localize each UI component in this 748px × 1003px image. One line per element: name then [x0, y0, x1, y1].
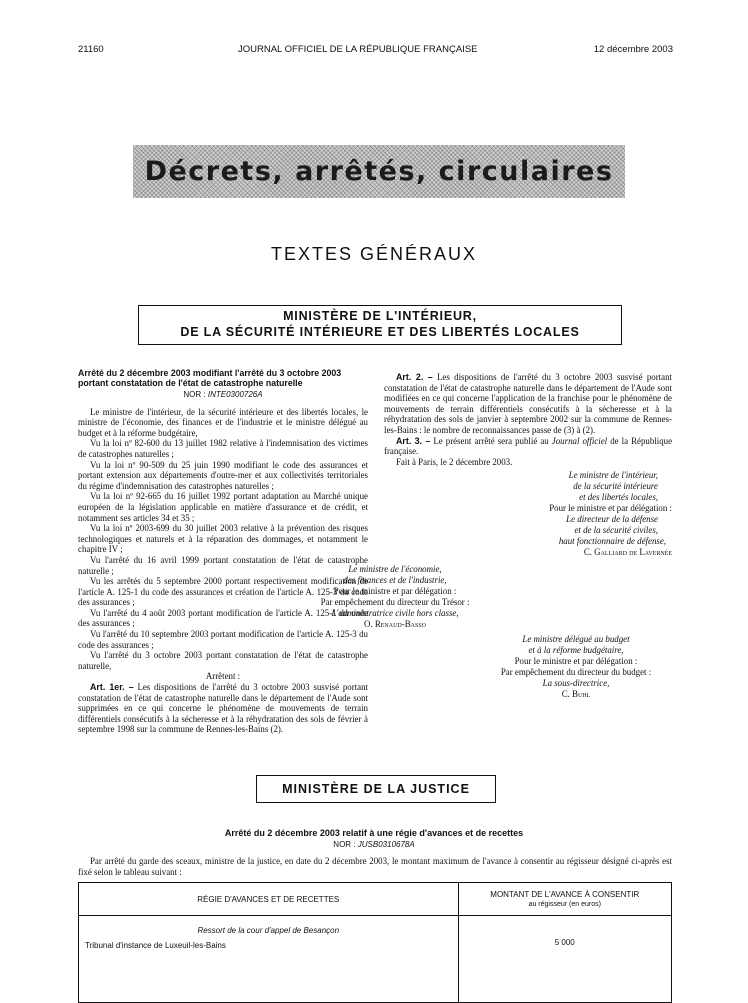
article-3 — [384, 436, 672, 457]
sig-line: de la sécurité intérieure — [573, 481, 658, 492]
banner-title: Décrets, arrêtés, circulaires — [144, 156, 614, 187]
table-row — [79, 916, 672, 1003]
nor-label: NOR : — [333, 840, 356, 849]
sig-line: Le directeur de la défense — [566, 514, 658, 525]
preamble-paragraph: Le ministre de l'intérieur, de la sécurité intérieure et des libertés locales, le ministre de l'économie, des finances et de l'industrie et le ministre délégué au budget et à la réforme budgétaire, — [78, 406, 368, 438]
sig-line: Le ministre délégué au budget — [522, 634, 630, 645]
sig-line: Le ministre de l'intérieur, — [568, 470, 658, 481]
vu-paragraph: Vu la loi nº 90-509 du 25 juin 1990 modifiant le code des assurances et portant extension aux départements d'outre-mer et aux collectivités territoriales du régime d'indemnisation des catastrophes naturelles ; — [78, 459, 368, 491]
article-1-label: Art. 1er. – — [90, 682, 134, 693]
vu-paragraph: Vu l'arrêté du 10 septembre 2003 portant modification de l'article A. 125-3 du code des assurances ; — [78, 629, 368, 650]
column-header-regie: RÉGIE D'AVANCES ET DE RECETTES — [79, 883, 459, 916]
sig-line: Pour le ministre et par délégation : — [333, 586, 457, 597]
ministry-interior-line1: MINISTÈRE DE L'INTÉRIEUR, — [283, 309, 477, 323]
article-3-label: Art. 3. – — [396, 435, 431, 446]
nor-label: NOR : — [183, 390, 206, 399]
article-2 — [384, 372, 672, 436]
arrete2-intro: Par arrêté du garde des sceaux, ministre de la justice, en date du 2 décembre 2003, le montant maximum de l'avance à consentir au régisseur désigné ci-après est fixé selon le tableau suivant : — [78, 856, 672, 877]
article-2-text: Les dispositions de l'arrêté du 3 octobre 2003 susvisé portant constatation de l'état de catastrophe naturelle dans le département de l'Aude sont modifiées en ce qui concerne l'application de la franchise pour le phénomène de mouvements de terrain différentiels consécutifs à la sécheresse et à la réhydratation des sols de janvier à septembre 2002 sur la commune de Rennes-les-Bains : le nombre de reconnaissances passe de (3) à (2). — [384, 372, 672, 435]
sig-line: Par empêchement du directeur du budget : — [500, 667, 652, 678]
nor-code: JUSB0310678A — [357, 840, 415, 849]
signatory-name: C. Buhl — [561, 689, 591, 700]
regie-table — [78, 882, 672, 1003]
sig-line: Le ministre de l'économie, — [348, 564, 442, 575]
signatory-name: C. Galliard de Lavernée — [583, 547, 672, 558]
journal-officiel-ref: Journal officiel — [551, 435, 608, 446]
sig-line: haut fonctionnaire de défense, — [558, 536, 666, 547]
fait-a-paris: Fait à Paris, le 2 décembre 2003. — [396, 456, 513, 467]
ministry-interior-box — [138, 305, 622, 345]
sig-line: et de la sécurité civiles, — [574, 525, 658, 536]
ministry-interior-line2: DE LA SÉCURITÉ INTÉRIEURE ET DES LIBERTÉS LOCALES — [180, 325, 580, 339]
journal-title: JOURNAL OFFICIEL DE LA RÉPUBLIQUE FRANÇAISE — [238, 44, 478, 55]
vu-paragraph: Vu la loi nº 2003-699 du 30 juillet 2003 relative à la prévention des risques technologiques et naturels et à la réparation des dommages, et notamment le chapitre IV ; — [78, 523, 368, 555]
vu-paragraph: Vu l'arrêté du 16 avril 1999 portant constatation de l'état de catastrophe naturelle ; — [78, 554, 368, 576]
vu-paragraph: Vu la loi nº 92-665 du 16 juillet 1992 portant adaptation au Marché unique européen de la législation applicable en matière d'assurance et de crédit, et notamment ses articles 34 et 35 ; — [78, 491, 368, 523]
signature-interior — [384, 470, 672, 558]
arretent: Arrêtent : — [205, 671, 241, 682]
article-1-text: Les dispositions de l'arrêté du 3 octobre 2003 susvisé portant constatation de l'état de catastrophe naturelle dans le département de l'Aude sont supprimées en ce qui concerne le phénomène de mouvements de terrain différentiels consécutifs à la sécheresse et à la réhydratation des sols de février à septembre 1998 sur la commune de Rennes-les-Bains (2). — [78, 682, 368, 735]
nor-code: INTE0300726A — [207, 390, 263, 399]
signature-economy — [300, 564, 490, 630]
sig-line: et à la réforme budgétaire, — [528, 645, 624, 656]
sig-line: Pour le ministre et par délégation : — [549, 503, 672, 514]
vu-paragraph: Vu l'arrêté du 3 octobre 2003 portant constatation de l'état de catastrophe naturelle, — [78, 650, 368, 671]
issue-date: 12 décembre 2003 — [593, 44, 673, 55]
right-column — [320, 372, 673, 700]
sig-line: des finances et de l'industrie, — [343, 575, 447, 586]
column-header-montant-line2: au régisseur (en euros) — [528, 901, 601, 908]
vu-paragraph: Vu l'arrêté du 4 août 2003 portant modification de l'article A. 125-1 du code des assurances ; — [78, 607, 368, 629]
table-header-row — [79, 883, 672, 916]
amount-cell: 5 000 — [458, 916, 671, 1003]
sig-line: et des libertés locales, — [579, 492, 658, 503]
signature-budget — [480, 634, 672, 700]
arrete2-nor — [0, 840, 748, 849]
sig-line: Par empêchement du directeur du Trésor : — [320, 597, 470, 608]
section-banner — [133, 145, 625, 198]
column-header-montant-line1: MONTANT DE L'AVANCE À CONSENTIR — [490, 890, 640, 899]
article-3-text: Le présent arrêté sera publié au — [433, 435, 549, 446]
sig-line: Pour le ministre et par délégation : — [514, 656, 638, 667]
vu-paragraph: Vu les arrêtés du 5 septembre 2000 portant respectivement modification de l'article A. 125-1 du code des assurances et création de l'article A. 125-3 du code des assurances ; — [78, 576, 368, 608]
ministry-justice-box: MINISTÈRE DE LA JUSTICE — [256, 775, 496, 803]
sig-line: La sous-directrice, — [542, 678, 610, 689]
arrete2-title: Arrêté du 2 décembre 2003 relatif à une régie d'avances et de recettes — [224, 828, 524, 838]
tribunal-label: Tribunal d'instance de Luxeuil-les-Bains — [85, 941, 226, 950]
arrete1-title: Arrêté du 2 décembre 2003 modifiant l'arrêté du 3 octobre 2003 portant constatation de l'état de catastrophe naturelle — [78, 368, 342, 388]
article-1 — [78, 682, 368, 735]
article-3-text-end: de la République française. — [384, 435, 673, 457]
arrete1-nor — [78, 390, 368, 401]
page-number: 21160 — [78, 44, 104, 55]
signatory-name: O. Renaud-Basso — [364, 619, 426, 630]
sig-line: L'administratrice civile hors classe, — [331, 608, 459, 619]
section-heading: TEXTES GÉNÉRAUX — [270, 244, 478, 264]
column-header-montant — [458, 883, 671, 916]
regie-cell — [79, 916, 459, 1003]
ressort-label: Ressort de la cour d'appel de Besançon — [197, 926, 340, 935]
article-2-label: Art. 2. – — [396, 372, 433, 382]
vu-paragraph: Vu la loi nº 82-600 du 13 juillet 1982 relative à l'indemnisation des victimes de catastrophes naturelles ; — [78, 438, 368, 459]
left-column — [78, 368, 368, 735]
